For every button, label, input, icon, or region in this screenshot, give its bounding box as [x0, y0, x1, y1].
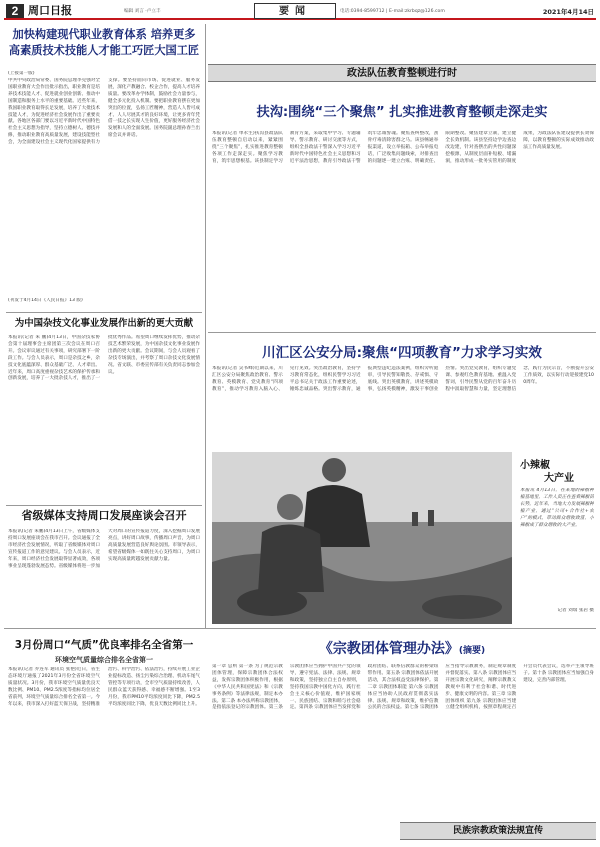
masthead — [4, 3, 596, 20]
fugou-body: 本报讯(记者 单永生)扶沟县政法队伍教育整顿自启动以来，紧紧围绕“三个聚焦”，扎实推进教育整顿各项工作走深走实。聚焦学习教育，筑牢思想根基。该县制定学习教育方案，采取集中学习、专题辅导、警示教育、研讨交流等方式，组织全县政法干警深入学习习近平新时代中国特色社会主义思想和习近平法治思想，教育引导政法干警筑牢忠诚警魂。聚焦查纠整改，刮骨疗毒清除害群之马。该县畅通举报渠道，设立举报箱、公布举报电话，广泛收集问题线索，对排查出的问题逐一建立台账、明确责任、限期整改。聚焦建章立制，建立健全长效机制。该县坚持边学边查边改边建，针对查摆出的共性问题深挖根源，从制度层面补短板、堵漏洞，推动形成一批务实管用的制度成果，为政法队伍建设提供长效保障，以教育整顿的实际成效推动政法工作高质量发展。 — [212, 131, 594, 164]
section-divider — [6, 505, 202, 506]
policy-bar — [400, 822, 596, 840]
lead-headline-2: 高素质技术技能人才能工巧匠大国工匠 — [8, 44, 200, 57]
photo-caption: 图为工作人员正在现场查看农作物生长情况。 — [212, 626, 263, 628]
regulation-headline — [208, 640, 596, 660]
lead-article — [6, 25, 202, 310]
sidebar-body: 本报讯 4月13日，在某地的辣椒种植基地里，工作人员正在查看辣椒苗长势。近年来，当地大力发展辣椒种植产业，通过“公司+合作社+农户”的模式，带动群众增收致富，小辣椒成了群众增收的大产业。 — [520, 488, 594, 528]
column-divider — [205, 24, 206, 629]
acrobatics-article — [6, 315, 202, 505]
paper-name: 周口日报 — [28, 4, 72, 17]
section-box — [254, 3, 336, 19]
acrobatics-headline: 为中国杂技文化事业发展作出新的更大贡献 — [14, 318, 194, 329]
photo-illustration — [212, 452, 512, 624]
lead-source: (刊发于4月14日《人民日报》13 版) — [8, 298, 83, 303]
sidebar-article — [516, 452, 596, 626]
lead-body: 中共中央政治局常委、国务院总理李克强对全国职业教育大会作出批示指出，职业教育是培养技术技能人才、促进就业创业创新、推动中国制造和服务上水平的重要基础。近些年来，我国职业教育取得长足发展，培养了大批技术技能人才，为促进经济社会发展作出了重要贡献。各地区各部门要以习近平新时代中国特色社会主义思想为指导，坚持立德树人、德技并修，推动职业教育高质量发展，建设技能型社会，为全面建设社会主义现代化国家提供有力支撑。要坚持面向市场、促进就业、服务发展，深化产教融合、校企合作，提高人才培养质量。要改革办学体制，鼓励社会力量参与，健全多元化投入机制。要把职业教育摆在更加突出的位置，弘扬工匠精神，营造人人皆可成才、人人尽展其才的良好环境，让更多青年凭借一技之长实现人生价值，更好服务经济社会发展和人的全面发展。国务院副总理孙春兰出席会议并讲话。 — [8, 78, 200, 146]
kicker-text: 政法队伍教育整顿进行时 — [347, 68, 457, 79]
policy-bar-text: 民族宗教政策法规宣传 — [452, 826, 543, 836]
kicker-bar — [208, 64, 596, 82]
lead-headline-1: 加快构建现代职业教育体系 培养更多 — [12, 28, 196, 41]
air-quality-headline: 3月份周口“气质”优良率排名全省第一 — [14, 639, 194, 651]
editor-info: 编辑 刘言 ·卢立丰 — [124, 9, 161, 14]
regulation-title-suffix: (摘要) — [458, 646, 486, 656]
chuanhui-headline: 川汇区公安分局:聚焦“四项教育”力求学习实效 — [262, 345, 542, 361]
media-body: 本报讯(记者 朱鹏)4月13日上午，省级媒体支持周口发展座谈会在我市召开。会议通报了全市经济社会发展情况，听取了省级媒体对周口宣传报道工作的意见建议。与会人员表示，近年来，周口经济社会发展取得显著成效，各项事业呈现蓬勃发展态势。省级媒体将进一步加大对周口的宣传报道力度，深入挖掘周口发展亮点，讲好周口故事，传播周口声音，为周口高质量发展营造良好舆论氛围。市领导表示，希望省级媒体一如既往关心支持周口，为周口实现高质量跨越发展贡献力量。 — [8, 529, 200, 569]
contact-info: 电话:0394-8599712 | E-mail:zkrbqz@126.com — [340, 9, 445, 14]
fugou-article — [208, 84, 596, 330]
section-divider — [6, 312, 202, 313]
fugou-headline: 扶沟:围绕“三个聚焦” 扎实推进教育整顿走深走实 — [256, 105, 548, 120]
section-divider — [208, 332, 596, 333]
section-title: 要闻 — [279, 6, 311, 17]
air-quality-subheadline: 环境空气质量综合排名全省第一 — [55, 656, 153, 664]
regulation-article — [208, 630, 596, 820]
acrobatics-body: 本报讯(记者 朱 鹏)4月13日，中国杂技家协会第十届理事会主席团第三次会议在周口召开。会议审议通过有关事项，研究部署下一阶段工作。与会人员表示，周口是杂技之乡，杂技文化底蕴深厚、群众基础广泛、人才辈出。近年来，周口高度重视杂技艺术的保护传承和创新发展，培养了一大批杂技人才，推出了一批优秀作品。希望周口继续发挥优势，推动杂技艺术繁荣发展，为中国杂技文化事业发展作出新的更大贡献。会议期间，与会人员观看了杂技专场演出，并考察了周口杂技文化发展情况。省文联、市委宣传部有关负责同志参加会议。 — [8, 335, 200, 382]
section-divider — [4, 628, 596, 629]
media-article — [6, 507, 202, 627]
lead-dateline: (上接第一版) — [8, 71, 35, 76]
air-quality-article — [6, 630, 202, 844]
regulation-body: 第一章 总则 第一条 为了规范宗教团体管理，保障宗教团体合法权益，发挥宗教团体积极作用，根据《中华人民共和国宪法》和《宗教事务条例》等法律法规，制定本办法。第二条 本办法所称宗教团体，是指依法登记的宗教团体。第三条 宗教团体应当拥护中国共产党的领导，遵守宪法、法律、法规、规章和政策，坚持独立自主自办原则，坚持我国宗教中国化方向，践行社会主义核心价值观，维护国家统一、民族团结、宗教和睦与社会稳定。第四条 宗教团体应当发挥党和政府团结、联系信教群众的桥梁纽带作用。第五条 宗教团体依法开展活动，其合法权益受法律保护。第二章 宗教团体职能 第六条 宗教团体应当协助人民政府贯彻落实法律、法规、规章和政策，维护信教公民的合法权益。第七条 宗教团体应当指导宗教教务，制定规章制度并督促落实。第八条 宗教团体应当开展宗教文化研究，阐释宗教教义教规中有利于社会和谐、时代进步、健康文明的内容。第三章 宗教团体组织 第九条 宗教团体应当建立健全组织机构，按照章程规定召开会员代表会议，选举产生领导班子。第十条 宗教团体应当加强自身建设，完善内部管理。 — [212, 664, 594, 711]
air-quality-body: 本报讯(记者 乔连军 通讯员 张艳)近日，省生态环境厅通报了2021年3月份全省环境空气质量状况。3月份，我市环境空气质量优良天数比例、PM10、PM2.5浓度等指标均位居全省前列，环境空气质量综合排名全省第一。今年以来，我市深入打好蓝天保卫战，坚持精准治污、科学治污、依法治污，持续开展工业企业提标改造、扬尘污染综合治理、机动车尾气管控等专项行动，全市空气质量持续改善，人民群众蓝天获得感、幸福感不断增强。1至3月份，我市PM10平均浓度同比下降，PM2.5平均浓度同比下降，优良天数比例同比上升。 — [8, 667, 200, 707]
regulation-title: 《宗教团体管理办法》 — [318, 641, 459, 657]
sidebar-author: 记者 刘瑞 张岩 摄 — [557, 608, 594, 613]
chuanhui-body: 本报讯(记者 吴书峰)近期以来，川汇区公安分局聚焦政治教育、警示教育、英模教育、党史教育“四项教育”，推动学习教育入脑入心、见行见效。突出政治教育，坚持学习教育常态化，组织民警学习习近平总书记关于政法工作重要论述，锤炼忠诚品格。突出警示教育，通报典型违纪违法案例，组织旁听庭审，引导民警知敬畏、存戒惧、守底线。突出英模教育，讲述英模故事，弘扬英模精神，激发干事创业热情。突出党史教育，组织专题党课、参观红色教育基地、重温入党誓词，引导民警从党的百年奋斗历程中汲取智慧和力量，坚定理想信念，践行为民宗旨，不断提升公安工作质效，以实际行动迎接建党100周年。 — [212, 366, 594, 392]
issue-date: 2021年4月14日 — [542, 8, 594, 16]
media-headline: 省级媒体支持周口发展座谈会召开 — [21, 509, 187, 522]
chuanhui-article — [208, 334, 596, 452]
news-photo — [212, 452, 512, 624]
sidebar-title-1: 小辣椒 — [520, 460, 550, 471]
sidebar-title-2: 大产业 — [544, 473, 574, 484]
page-number: 2 — [6, 4, 24, 18]
